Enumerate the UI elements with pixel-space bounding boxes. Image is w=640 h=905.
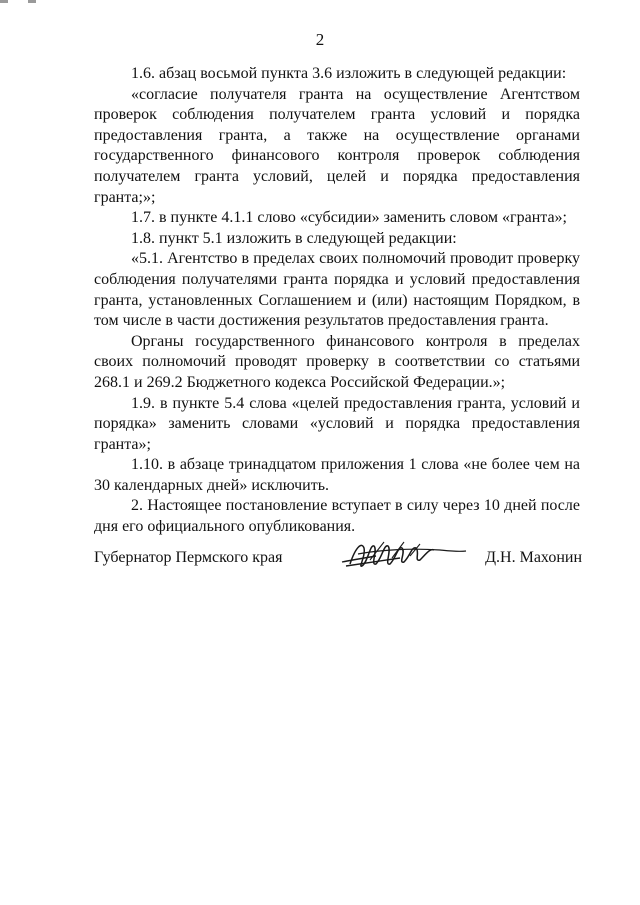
- paragraph-1-9: 1.9. в пункте 5.4 слова «целей предоставления гранта, условий и порядка» заменить словами «условий и порядка предоставления гранта»;: [94, 394, 580, 453]
- paragraph-control-bodies: Органы государственного финансового контроля в пределах своих полномочий проводят проверку в соответствии со статьями 268.1 и 269.2 Бюджетного кодекса Российской Федерации.»;: [94, 332, 580, 391]
- paragraph-1-6: 1.6. абзац восьмой пункта 3.6 изложить в следующей редакции:: [131, 65, 567, 82]
- paragraph-2: 2. Настоящее постановление вступает в силу через 10 дней после дня его официального опубликования.: [94, 497, 580, 536]
- signatory-name: Д.Н. Махонин: [485, 549, 582, 566]
- paragraph-1-10: 1.10. в абзаце тринадцатом приложения 1 слова «не более чем на 30 календарных дней» исключить.: [94, 456, 580, 494]
- scan-corner-mark: [0, 0, 8, 3]
- scan-corner-mark: [28, 0, 36, 3]
- handwritten-signature: [340, 536, 468, 576]
- document-body: [94, 64, 580, 538]
- paragraph-5-1: «5.1. Агентство в пределах своих полномочий проводит проверку соблюдения получателями гранта порядка и условий предоставления гранта, установленных Соглашением и (или) настоящим Порядком, в том числе в части достижения результатов предоставления гранта.: [94, 250, 580, 330]
- paragraph-1-6-text: «согласие получателя гранта на осуществление Агентством проверок соблюдения получателем гранта условий и порядка предоставления гранта, а также на осуществление органами государственного финансового контроля проверок соблюдения получателем гранта условий, целей и порядка предоставления гранта;»;: [94, 85, 580, 206]
- paragraph-1-7: 1.7. в пункте 4.1.1 слово «субсидии» заменить словом «гранта»;: [131, 209, 567, 227]
- signatory-position: Губернатор Пермского края: [94, 549, 283, 566]
- signature-block: [94, 542, 584, 582]
- paragraph-1-8: 1.8. пункт 5.1 изложить в следующей редакции:: [131, 229, 457, 247]
- page-number: 2: [315, 30, 325, 49]
